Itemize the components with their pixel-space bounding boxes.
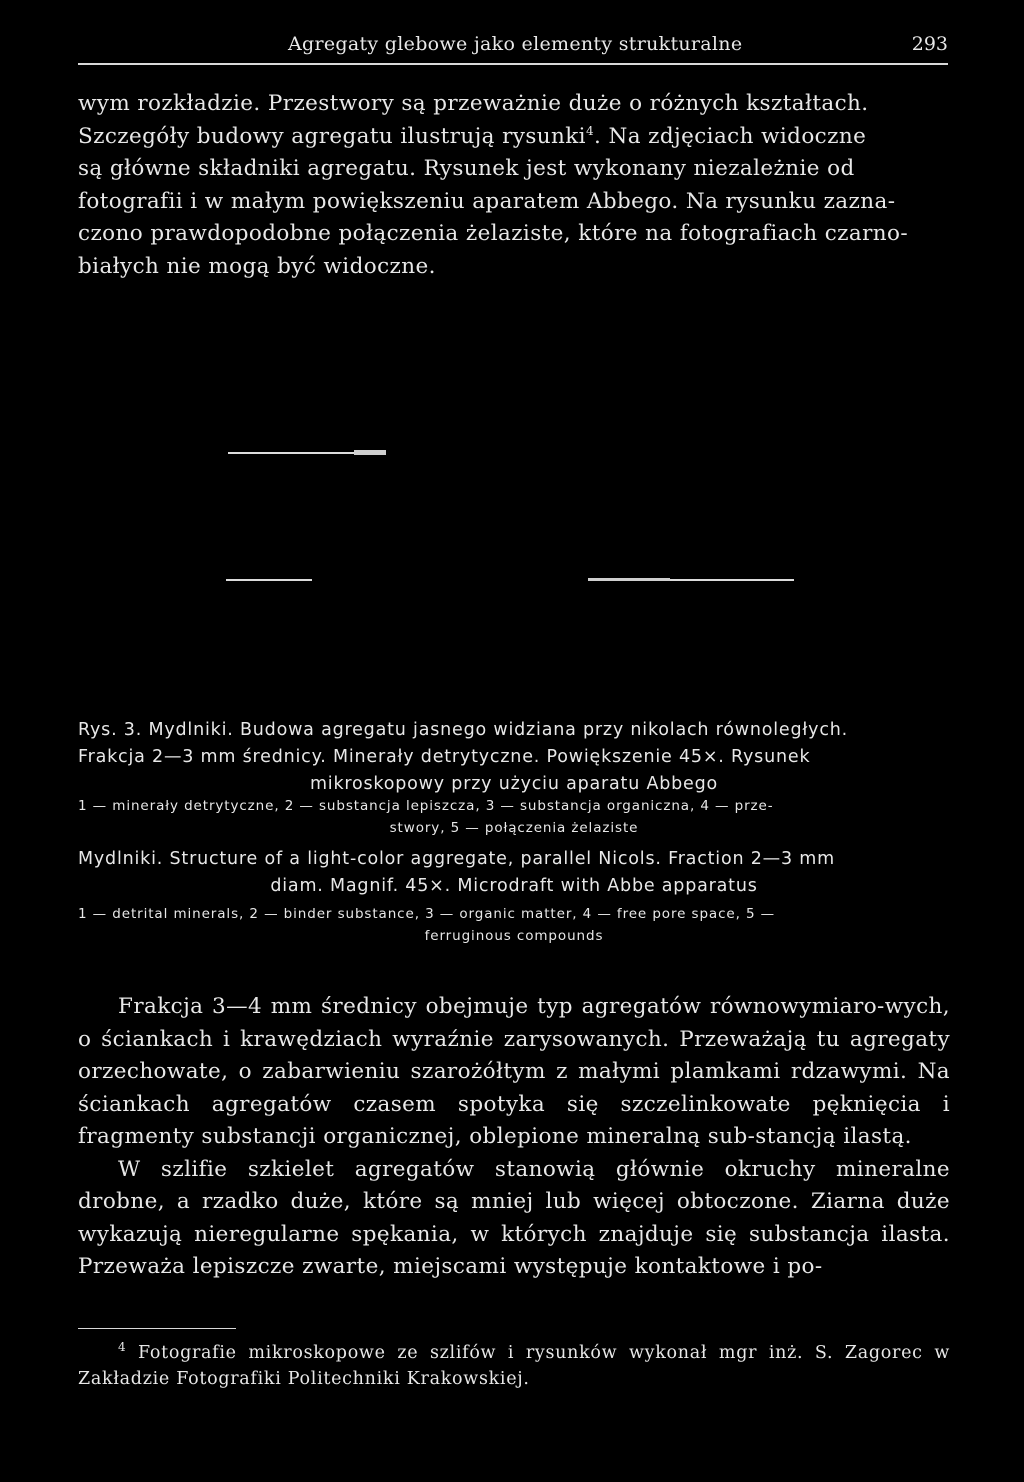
text-line: białych nie mogą być widoczne. [78, 253, 436, 279]
figure-line [354, 450, 386, 455]
caption-line: Rys. 3. Mydlniki. Budowa agregatu jasnego widziana przy nikolach równoległych. [78, 720, 849, 740]
text-line: są główne składniki agregatu. Rysunek jest wykonany niezależnie od [78, 156, 855, 181]
figure-line [670, 579, 794, 581]
figure-line [226, 579, 312, 581]
text-fragment: Szczegóły budowy agregatu ilustrują rysunki [78, 123, 586, 149]
text-line: fotografii i w małym powiększeniu aparatem Abbego. Na rysunku zazna- [78, 188, 896, 214]
legend-line: stwory, 5 — połączenia żelaziste [389, 820, 639, 836]
figure-drawing [0, 440, 1024, 600]
figure-legend-en [78, 903, 950, 947]
figure-caption-pl [78, 717, 950, 798]
running-title: Agregaty glebowe jako elementy strukturalne [288, 33, 743, 55]
caption-line: Mydlniki. Structure of a light-color aggregate, parallel Nicols. Fraction 2—3 mm [78, 849, 835, 869]
paragraph-1 [78, 88, 950, 283]
running-header [78, 33, 948, 59]
text-line: wym rozkładzie. Przestwory są przeważnie duże o różnych kształtach. [78, 91, 869, 116]
paragraphs-2-3 [78, 991, 950, 1284]
footnote-body: Fotografie mikroskopowe ze szlifów i rysunków wykonał mgr inż. S. Zagorec w Zakładzie Fotografiki Politechniki Krakowskiej. [78, 1343, 950, 1389]
footnote-text [78, 1340, 950, 1392]
caption-line: Frakcja 2—3 mm średnicy. Minerały detrytyczne. Powiększenie 45×. Rysunek [78, 747, 811, 767]
page-number: 293 [911, 33, 948, 55]
legend-line: 1 — detrital minerals, 2 — binder substance, 3 — organic matter, 4 — free pore space, 5 — [78, 906, 776, 922]
footnote [78, 1340, 950, 1392]
text-line [78, 121, 950, 154]
header-rule [78, 63, 948, 65]
text-line: czono prawdopodobne połączenia żelaziste, które na fotografiach czarno- [78, 221, 909, 246]
footnote-marker: 4 [118, 1340, 127, 1355]
figure-caption-en [78, 846, 950, 900]
legend-line: ferruginous compounds [424, 928, 604, 944]
footnote-ref: 4 [585, 123, 595, 138]
figure-line [228, 452, 356, 454]
figure-legend-pl [78, 795, 950, 839]
paragraph-2: Frakcja 3—4 mm średnicy obejmuje typ agregatów równowymiaro-wych, o ściankach i krawędziach wyraźnie zarysowanych. Przeważają tu agregaty orzechowate, o zabarwieniu szarożółtym z małymi plamkami rdzawymi. Na ściankach agregatów czasem spotyka się szczelinkowate pęknięcia i fragmenty substancji organicznej, oblepione mineralną sub-stancją ilastą. [78, 994, 950, 1149]
text-fragment: . Na zdjęciach widoczne [594, 123, 867, 149]
figure-line [588, 578, 670, 581]
footnote-rule [78, 1328, 236, 1329]
caption-line: diam. Magnif. 45×. Microdraft with Abbe apparatus [270, 876, 758, 896]
paragraph-3: W szlifie szkielet agregatów stanowią głównie okruchy mineralne drobne, a rzadko duże, które są mniej lub więcej obtoczone. Ziarna duże wykazują nieregularne spękania, w których znajduje się substancja ilasta. Przeważa lepiszcze zwarte, miejscami występuje kontaktowe i po- [78, 1156, 950, 1279]
caption-line: mikroskopowy przy użyciu aparatu Abbego [309, 774, 719, 794]
legend-line: 1 — minerały detrytyczne, 2 — substancja lepiszcza, 3 — substancja organiczna, 4 — prze- [78, 798, 774, 814]
